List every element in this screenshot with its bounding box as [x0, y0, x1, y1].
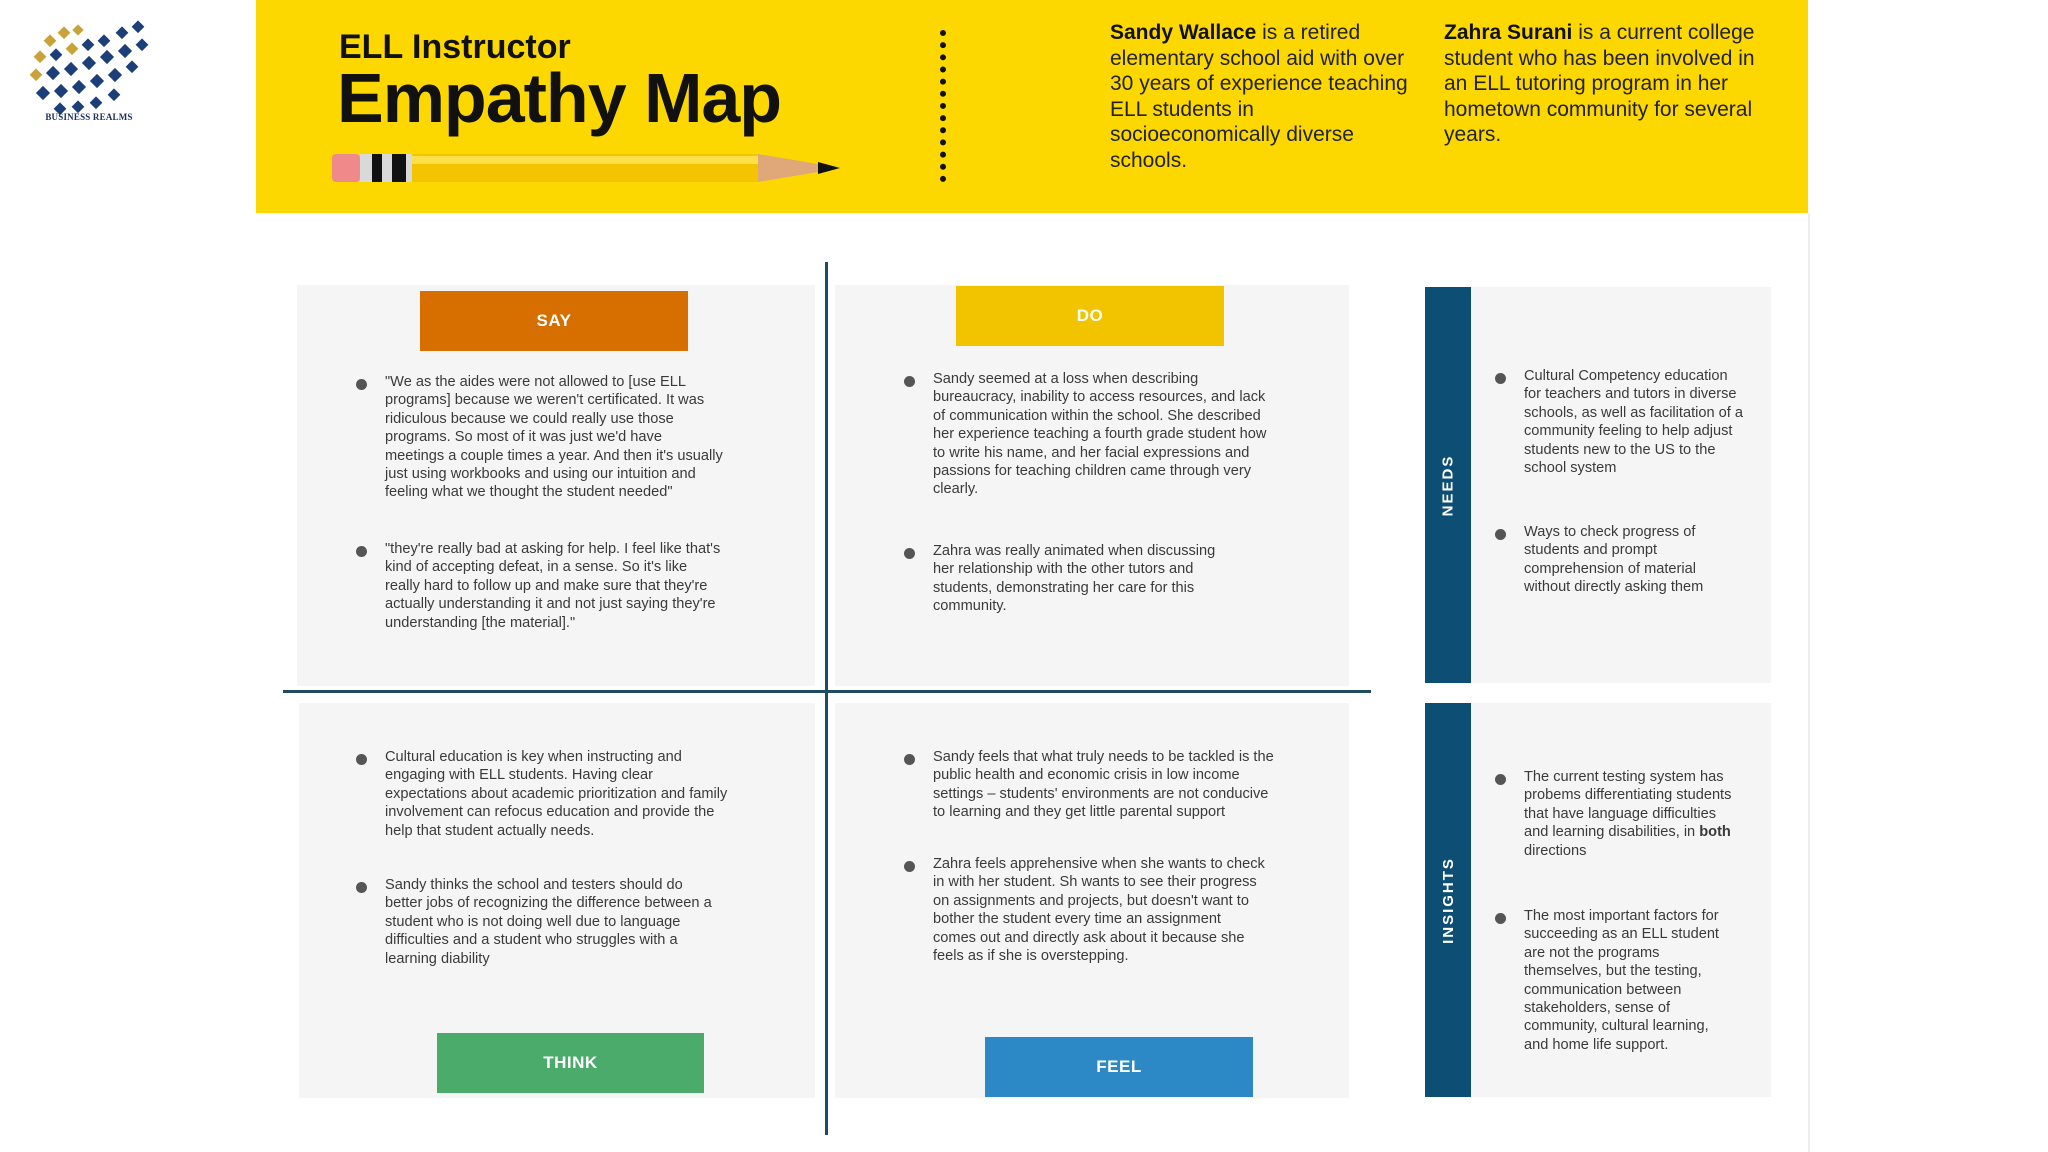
feel-item: Zahra feels apprehensive when she wants to check in with her student. Sh wants to see their progress on assignments and projects, but doesn't want to bother the student every time an assignment comes out and directly ask about it because she feels as if she is overstepping. [933, 855, 1268, 965]
do-label: DO [956, 286, 1224, 346]
logo-text: BUSINESS REALMS [45, 112, 133, 122]
dotted-divider [940, 30, 946, 182]
bullet-icon [904, 861, 915, 872]
feel-item: Sandy feels that what truly needs to be tackled is the public health and economic crisis in low income settings – students' environments are not conducive to learning and they get little parental support [933, 748, 1278, 822]
needs-label: NEEDS [1439, 454, 1457, 516]
horizontal-axis-line [283, 690, 1371, 693]
header-banner [256, 0, 1808, 213]
insights-item: The most important factors for succeeding as an ELL student are not the programs themselves, but the testing, communication between stakeholders, sense of community, cultural learning, and home life support. [1524, 907, 1734, 1054]
pencil-icon [330, 148, 844, 188]
persona-name: Sandy Wallace [1110, 21, 1257, 44]
do-item: Zahra was really animated when discussing her relationship with the other tutors and students, demonstrating her care for this community. [933, 542, 1223, 616]
page-edge-line [1808, 213, 1810, 1152]
needs-label-bar [1425, 287, 1471, 683]
say-label: SAY [420, 291, 688, 351]
bullet-icon [356, 379, 367, 390]
bullet-icon [1495, 774, 1506, 785]
persona-sandy [1110, 20, 1430, 173]
persona-description: is a retired elementary school aid with over 30 years of experience teaching ELL students in socioeconomically diverse schools. [1110, 21, 1408, 172]
persona-zahra [1444, 20, 1764, 148]
say-item: "they're really bad at asking for help. I feel like that's kind of accepting defeat, in a sense. So it's like really hard to follow up and make sure that they're actually understanding it and not just saying they're understanding [the material]." [385, 540, 725, 632]
persona-description: is a current college student who has been involved in an ELL tutoring program in her hometown community for several years. [1444, 21, 1755, 146]
vertical-axis-line [825, 262, 828, 1135]
bullet-icon [904, 548, 915, 559]
bullet-icon [1495, 529, 1506, 540]
bullet-icon [356, 546, 367, 557]
bullet-icon [904, 754, 915, 765]
persona-name: Zahra Surani [1444, 21, 1573, 44]
needs-item: Cultural Competency education for teachers and tutors in diverse schools, as well as facilitation of a community feeling to help adjust students new to the US to the school system [1524, 367, 1744, 477]
say-item: "We as the aides were not allowed to [use ELL programs] because we weren't certificated. It was ridiculous because we could really use those programs. So most of it was just we'd have meetings a couple times a year. And then it's usually just using workbooks and using our intuition and feeling what we thought the student needed" [385, 373, 725, 502]
insights-label: INSIGHTS [1439, 856, 1457, 944]
bullet-icon [356, 754, 367, 765]
bullet-icon [1495, 373, 1506, 384]
bullet-icon [356, 882, 367, 893]
think-label: THINK [437, 1033, 704, 1093]
bullet-icon [1495, 913, 1506, 924]
insights-item: The current testing system has probems differentiating students that have language difficulties and learning disabilities, in both directions [1524, 768, 1734, 860]
do-item: Sandy seemed at a loss when describing bureaucracy, inability to access resources, and lack of communication within the school. She described her experience teaching a fourth grade student how to write his name, and her facial expressions and passions for teaching children came through very clearly. [933, 370, 1273, 499]
feel-label: FEEL [985, 1037, 1253, 1097]
page-title: Empathy Map [337, 59, 782, 137]
needs-item: Ways to check progress of students and prompt comprehension of material without directly asking them [1524, 523, 1724, 597]
needs-section [1425, 287, 1771, 683]
page-subtitle: ELL Instructor [339, 28, 571, 66]
think-item: Sandy thinks the school and testers should do better jobs of recognizing the difference between a student who is not doing well due to language difficulties and a student who struggles with a learning diability [385, 876, 715, 968]
bullet-icon [904, 376, 915, 387]
insights-label-bar [1425, 703, 1471, 1097]
think-item: Cultural education is key when instructing and engaging with ELL students. Having clear expectations about academic prioritization and family involvement can refocus education and provide the help that student actually needs. [385, 748, 730, 840]
insights-section [1425, 703, 1771, 1097]
